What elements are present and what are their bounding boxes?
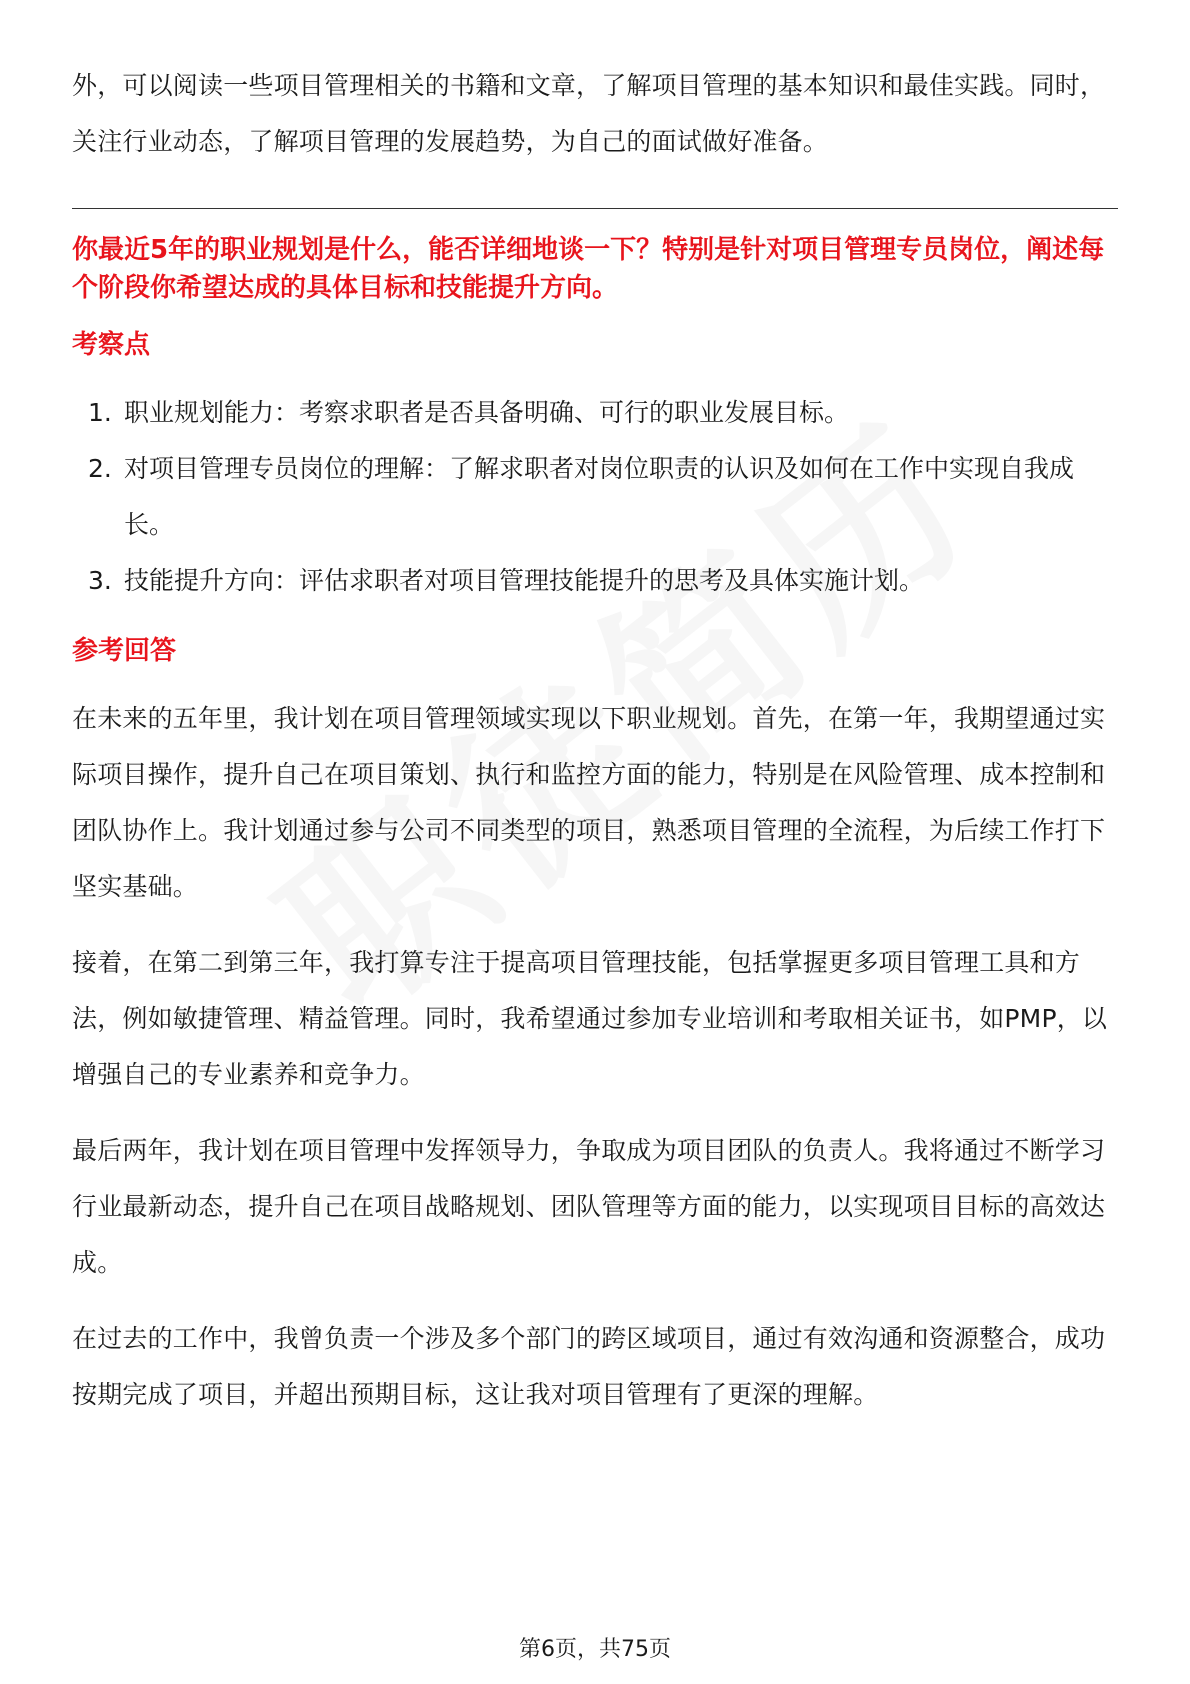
list-item-text: 技能提升方向：评估求职者对项目管理技能提升的思考及具体实施计划。 — [124, 566, 925, 595]
answer-paragraph: 接着，在第二到第三年，我打算专注于提高项目管理技能，包括掌握更多项目管理工具和方法，例如敏捷管理、精益管理。同时，我希望通过参加专业培训和考取相关证书，如PMP，以增强自己的专业素养和竞争力。 — [72, 948, 1108, 1089]
list-item-text: 对项目管理专员岗位的理解：了解求职者对岗位职责的认识及如何在工作中实现自我成长。 — [124, 454, 1075, 539]
list-item-number: 1. — [88, 398, 112, 427]
page-content — [72, 58, 1118, 1443]
list-item-number: 2. — [88, 454, 112, 483]
answer-section-title: 参考回答 — [72, 636, 177, 666]
answer-paragraph: 最后两年，我计划在项目管理中发挥领导力，争取成为项目团队的负责人。我将通过不断学习行业最新动态，提升自己在项目战略规划、团队管理等方面的能力，以实现项目目标的高效达成。 — [72, 1136, 1106, 1277]
intro-paragraph: 外，可以阅读一些项目管理相关的书籍和文章，了解项目管理的基本知识和最佳实践。同时，关注行业动态，了解项目管理的发展趋势，为自己的面试做好准备。 — [72, 71, 1106, 156]
answer-paragraph: 在未来的五年里，我计划在项目管理领域实现以下职业规划。首先，在第一年，我期望通过实际项目操作，提升自己在项目策划、执行和监控方面的能力，特别是在风险管理、成本控制和团队协作上。我计划通过参与公司不同类型的项目，熟悉项目管理的全流程，为后续工作打下坚实基础。 — [72, 704, 1106, 901]
list-item — [72, 553, 1118, 609]
list-item-number: 3. — [88, 566, 112, 595]
page-number-footer: 第6页，共75页 — [519, 1637, 671, 1662]
list-item-text: 职业规划能力：考察求职者是否具备明确、可行的职业发展目标。 — [124, 398, 850, 427]
section-divider — [72, 208, 1118, 209]
list-item — [72, 385, 1118, 441]
list-item — [72, 441, 1118, 553]
focus-list — [72, 385, 1118, 609]
focus-section-title: 考察点 — [72, 330, 151, 360]
answer-paragraph: 在过去的工作中，我曾负责一个涉及多个部门的跨区域项目，通过有效沟通和资源整合，成功按期完成了项目，并超出预期目标，这让我对项目管理有了更深的理解。 — [72, 1324, 1106, 1409]
question-heading: 你最近5年的职业规划是什么，能否详细地谈一下？特别是针对项目管理专员岗位，阐述每个阶段你希望达成的具体目标和技能提升方向。 — [72, 235, 1105, 303]
